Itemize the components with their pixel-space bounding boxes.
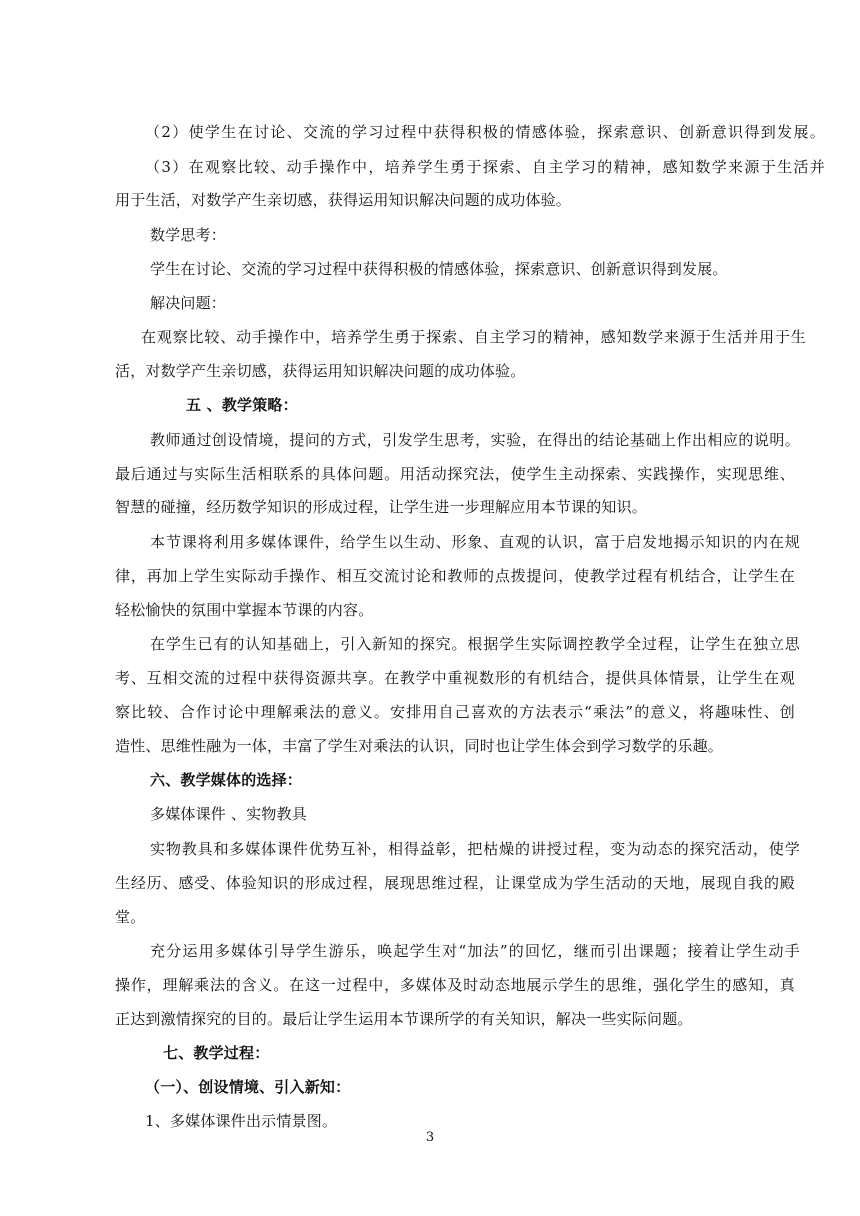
subsection-1-heading: （一）、创设情境、引入新知： [145, 1078, 351, 1096]
math-thinking-heading: 数学思考： [150, 226, 227, 244]
strategy-p1-line-3: 智慧的碰撞，经历数学知识的形成过程，让学生进一步理解应用本节课的知识。 [115, 498, 648, 516]
media-p1-line-2: 生经历、感受、体验知识的形成过程，展现思维过程，让课堂成为学生活动的天地，展现自我的殿 [115, 874, 795, 892]
strategy-p3-line-3: 察比较、合作讨论中理解乘法的意义。安排用自己喜欢的方法表示“乘法”的意义，将趣味性、创 [115, 703, 795, 721]
objective-3-line-1: （3）在观察比较、动手操作中，培养学生勇于探索、自主学习的精神，感知数学来源于生活并 [145, 158, 825, 176]
section-6-heading: 六、教学媒体的选择： [150, 771, 303, 789]
media-p2-line-1: 充分运用多媒体引导学生游乐，唤起学生对“加法”的回忆，继而引出课题；接着让学生动手 [150, 942, 800, 960]
strategy-p3-line-2: 考、互相交流的过程中获得资源共享。在教学中重视数形的有机结合，提供具体情景，让学生在观 [115, 669, 795, 687]
media-p1-line-1: 实物教具和多媒体课件优势互补，相得益彰，把枯燥的讲授过程，变为动态的探究活动，使学 [150, 840, 800, 858]
objective-2-line: （2）使学生在讨论、交流的学习过程中获得积极的情感体验，探索意识、创新意识得到发展。 [145, 123, 825, 141]
media-p1-line-3: 堂。 [115, 908, 146, 926]
problem-solving-line-1: 在观察比较、动手操作中，培养学生勇于探索、自主学习的精神，感知数学来源于生活并用于生 [141, 328, 806, 346]
strategy-p1-line-2: 最后通过与实际生活相联系的具体问题。用活动探究法，使学生主动探索、实践操作，实现思维、 [115, 465, 795, 483]
strategy-p1-line-1: 教师通过创设情境，提问的方式，引发学生思考，实验，在得出的结论基础上作出相应的说明。 [150, 431, 800, 449]
section-5-heading: 五 、教学策略： [186, 396, 298, 414]
strategy-p2-line-1: 本节课将利用多媒体课件，给学生以生动、形象、直观的认识，富于启发地揭示知识的内在规 [150, 533, 800, 551]
section-7-heading: 七、教学过程： [163, 1044, 270, 1062]
strategy-p3-line-1: 在学生已有的认知基础上，引入新知的探究。根据学生实际调控教学全过程，让学生在独立思 [150, 635, 800, 653]
objective-3-line-2: 用于生活，对数学产生亲切感，获得运用知识解决问题的成功体验。 [115, 191, 572, 209]
media-list: 多媒体课件 、实物教具 [150, 805, 307, 823]
media-p2-line-3: 正达到激情探究的目的。最后让学生运用本节课所学的有关知识，解决一些实际问题。 [115, 1010, 693, 1028]
strategy-p2-line-2: 律，再加上学生实际动手操作、相互交流讨论和教师的点拨提问，使教学过程有机结合，让学生在 [115, 567, 795, 585]
step-1-line: 1、多媒体课件出示情景图。 [145, 1112, 338, 1130]
media-p2-line-2: 操作，理解乘法的含义。在这一过程中，多媒体及时动态地展示学生的思维，强化学生的感知，真 [115, 976, 795, 994]
math-thinking-text: 学生在讨论、交流的学习过程中获得积极的情感体验，探索意识、创新意识得到发展。 [150, 260, 728, 278]
problem-solving-line-2: 活，对数学产生亲切感，获得运用知识解决问题的成功体验。 [115, 362, 526, 380]
problem-solving-heading: 解决问题： [150, 294, 227, 312]
page-number: 3 [425, 1130, 435, 1145]
strategy-p3-line-4: 造性、思维性融为一体，丰富了学生对乘法的认识，同时也让学生体会到学习数学的乐趣。 [115, 737, 724, 755]
strategy-p2-line-3: 轻松愉快的氛围中掌握本节课的内容。 [115, 601, 374, 619]
